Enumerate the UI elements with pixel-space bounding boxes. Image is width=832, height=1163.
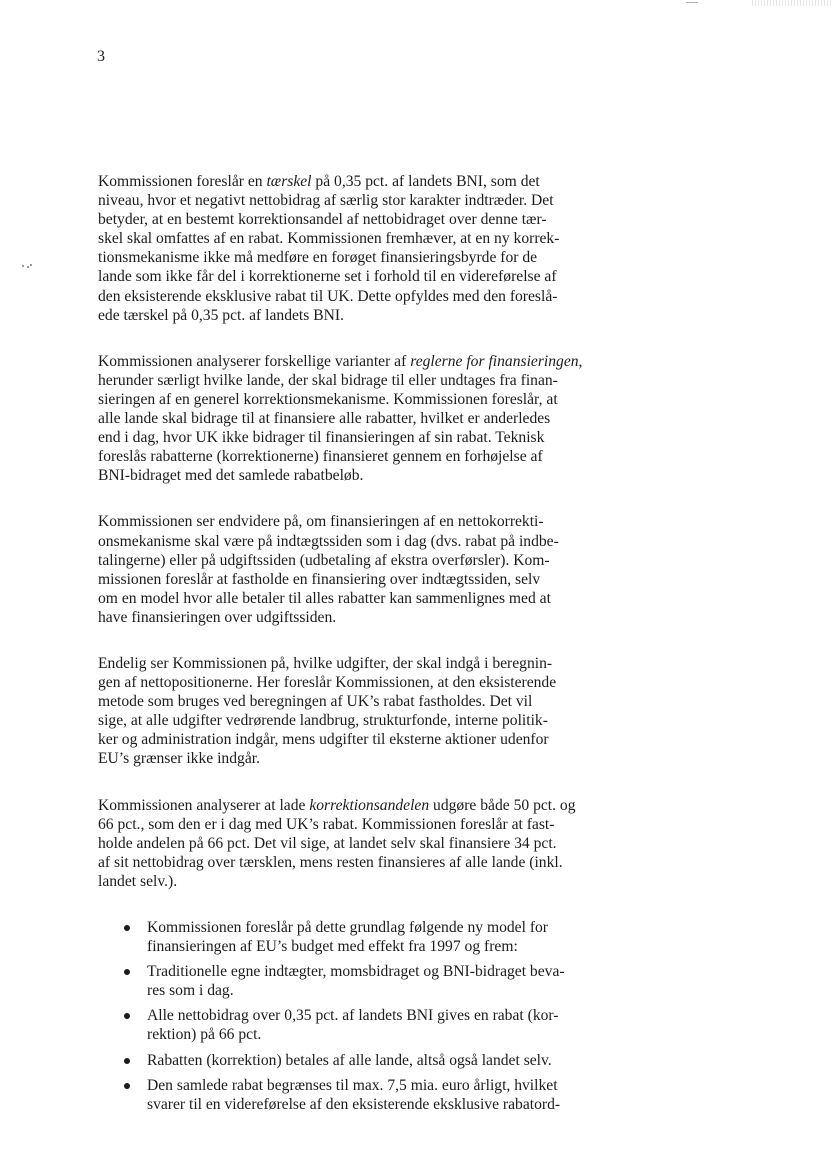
paragraph-line: [98, 673, 628, 692]
paragraph-line: [98, 447, 628, 466]
bullet-icon: [124, 1083, 130, 1089]
text-segment: skel skal omfattes af en rabat. Kommissionen fremhæver, at en ny korrek-: [98, 230, 560, 248]
bullet-line: Rabatten (korrektion) betales af alle lande, altså også landet selv.: [147, 1051, 552, 1069]
text-segment: af sit nettobidrag over tærsklen, mens resten finansieres af alle lande (inkl.: [98, 853, 563, 871]
paragraph-line: [98, 210, 628, 229]
text-segment: lande som ikke får del i korrektionerne set i forhold til en videreførelse af: [98, 268, 557, 286]
text-segment: metode som bruges ved beregningen af UK’s rabat fastholdes. Det vil: [98, 693, 533, 711]
text-segment: Endelig ser Kommissionen på, hvilke udgifter, der skal indgå i beregnin-: [98, 654, 553, 672]
text-segment: niveau, hvor et negativt nettobidrag af særlig stor karakter indtræder. Det: [98, 192, 554, 210]
bullet-line: Kommissionen foreslår på dette grundlag følgende ny model for: [147, 919, 548, 936]
bullet-line: Den samlede rabat begrænses til max. 7,5 mia. euro årligt, hvilket: [147, 1076, 558, 1094]
paragraph-line: [98, 287, 628, 306]
text-segment: tionsmekanisme ikke må medføre en forøget finansieringsbyrde for de: [98, 249, 538, 267]
paragraph-line: [98, 853, 628, 872]
text-segment: ker og administration indgår, mens udgifter til eksterne aktioner udenfor: [98, 731, 549, 749]
bullet-line: Alle nettobidrag over 0,35 pct. af landets BNI gives en rabat (kor-: [147, 1007, 559, 1025]
text-segment: talingerne) eller på udgiftssiden (udbetaling af ekstra overførsler). Kom-: [98, 551, 550, 569]
text-segment: sige, at alle udgifter vedrørende landbrug, strukturfonde, interne politik-: [98, 712, 548, 730]
bullet-line: rektion) på 66 pct.: [147, 1026, 262, 1044]
scan-artifact-dash: [686, 2, 698, 3]
text-segment: holde andelen på 66 pct. Det vil sige, at landet selv skal finansiere 34 pct.: [98, 834, 557, 852]
text-segment: Kommissionen ser endvidere på, om finansieringen af en nettokorrekti-: [98, 513, 544, 531]
paragraph-line: [98, 730, 628, 749]
bullet-item: [98, 1006, 628, 1044]
paragraph-line: [98, 551, 628, 570]
paragraph-line: [98, 692, 628, 711]
bullet-icon: [124, 1058, 130, 1064]
scan-artifact-dots: [752, 0, 832, 6]
emphasized-term: tærskel: [266, 173, 312, 190]
paragraph-line: [98, 306, 628, 325]
paragraph-line: [98, 815, 628, 834]
paragraph-line: [98, 267, 628, 286]
bullet-line: svarer til en videreførelse af den eksisterende eksklusive rabatord-: [147, 1095, 561, 1113]
text-segment: alle lande skal bidrage til at finansiere alle rabatter, hvilket er anderledes: [98, 410, 551, 428]
bullet-icon: [124, 925, 130, 931]
text-segment: ,: [578, 352, 583, 370]
paragraph-line: [98, 409, 628, 428]
paragraph-line: [98, 834, 628, 853]
paragraph-line: [98, 570, 628, 589]
bullet-icon: [124, 1013, 130, 1019]
text-segment: ede tærskel på 0,35 pct. af landets BNI.: [98, 306, 344, 324]
emphasized-term: korrektionsandelen: [309, 796, 430, 814]
bullet-icon: [124, 969, 130, 975]
paragraph-line: [98, 796, 628, 815]
paragraph-line: [98, 711, 628, 730]
paragraph-line: [98, 191, 628, 210]
scan-artifact-mark: [22, 264, 32, 268]
text-segment: 66 pct., som den er i dag med UK’s rabat. Kommissionen foreslår at fast-: [98, 815, 555, 833]
paragraph-line: [98, 371, 628, 390]
text-segment: EU’s grænser ikke indgår.: [98, 750, 260, 768]
bullet-item: [98, 962, 628, 1000]
paragraph-line: [98, 608, 628, 627]
bullet-line: Traditionelle egne indtægter, momsbidraget og BNI-bidraget beva-: [147, 963, 565, 981]
paragraph-line: [98, 172, 628, 191]
text-segment: gen af nettopositionerne. Her foreslår Kommissionen, at den eksisterende: [98, 674, 557, 692]
document-body: [98, 172, 628, 1120]
text-segment: udgøre både 50 pct. og: [429, 796, 576, 814]
bullet-line: finansieringen af EU’s budget med effekt fra 1997 og frem:: [147, 938, 518, 956]
text-segment: foreslås rabatterne (korrektionerne) finansieret gennem en forhøjelse af: [98, 448, 543, 466]
paragraphs: [98, 172, 628, 891]
bullet-line: res som i dag.: [147, 982, 234, 1000]
text-segment: Kommissionen analyserer forskellige varianter af: [98, 352, 411, 370]
paragraph-1: [98, 172, 628, 325]
text-segment: onsmekanisme skal være på indtægtssiden som i dag (dvs. rabat på indbe-: [98, 532, 559, 550]
text-segment: den eksisterende eksklusive rabat til UK. Dette opfyldes med den foreslå-: [98, 287, 558, 305]
bullet-list: [98, 918, 628, 1114]
bullet-item: [98, 918, 628, 956]
text-segment: BNI-bidraget med det samlede rabatbeløb.: [98, 467, 364, 485]
paragraph-line: [98, 229, 628, 248]
paragraph-line: [98, 589, 628, 608]
paragraph-line: [98, 390, 628, 409]
paragraph-2: [98, 352, 628, 486]
paragraph-line: [98, 654, 628, 673]
bullet-item: [98, 1051, 628, 1070]
paragraph-line: [98, 466, 628, 485]
paragraph-line: [98, 749, 628, 768]
page-number: 3: [97, 48, 105, 65]
paragraph-line: [98, 532, 628, 551]
text-segment: herunder særligt hvilke lande, der skal bidrage til eller undtages fra finan-: [98, 371, 558, 389]
text-segment: om en model hvor alle betaler til alles rabatter kan sammenlignes med at: [98, 589, 551, 607]
text-segment: landet selv.).: [98, 872, 178, 890]
text-segment: end i dag, hvor UK ikke bidrager til finansieringen af sin rabat. Teknisk: [98, 429, 545, 447]
emphasized-term: reglerne for finansieringen: [410, 352, 579, 370]
text-segment: have finansieringen over udgiftssiden.: [98, 608, 337, 626]
paragraph-line: [98, 248, 628, 267]
paragraph-line: [98, 872, 628, 891]
text-segment: missionen foreslår at fastholde en finansiering over indtægtssiden, selv: [98, 570, 541, 588]
text-segment: på 0,35 pct. af landets BNI, som det: [311, 173, 540, 190]
text-segment: Kommissionen analyserer at lade: [98, 796, 310, 814]
paragraph-5: [98, 796, 628, 891]
paragraph-4: [98, 654, 628, 769]
text-segment: betyder, at en bestemt korrektionsandel af nettobidraget over denne tær-: [98, 211, 547, 229]
text-segment: Kommissionen foreslår en: [98, 173, 267, 190]
paragraph-3: [98, 512, 628, 627]
paragraph-line: [98, 512, 628, 531]
bullet-item: [98, 1076, 628, 1114]
text-segment: sieringen af en generel korrektionsmekanisme. Kommissionen foreslår, at: [98, 390, 558, 408]
paragraph-line: [98, 352, 628, 371]
paragraph-line: [98, 428, 628, 447]
